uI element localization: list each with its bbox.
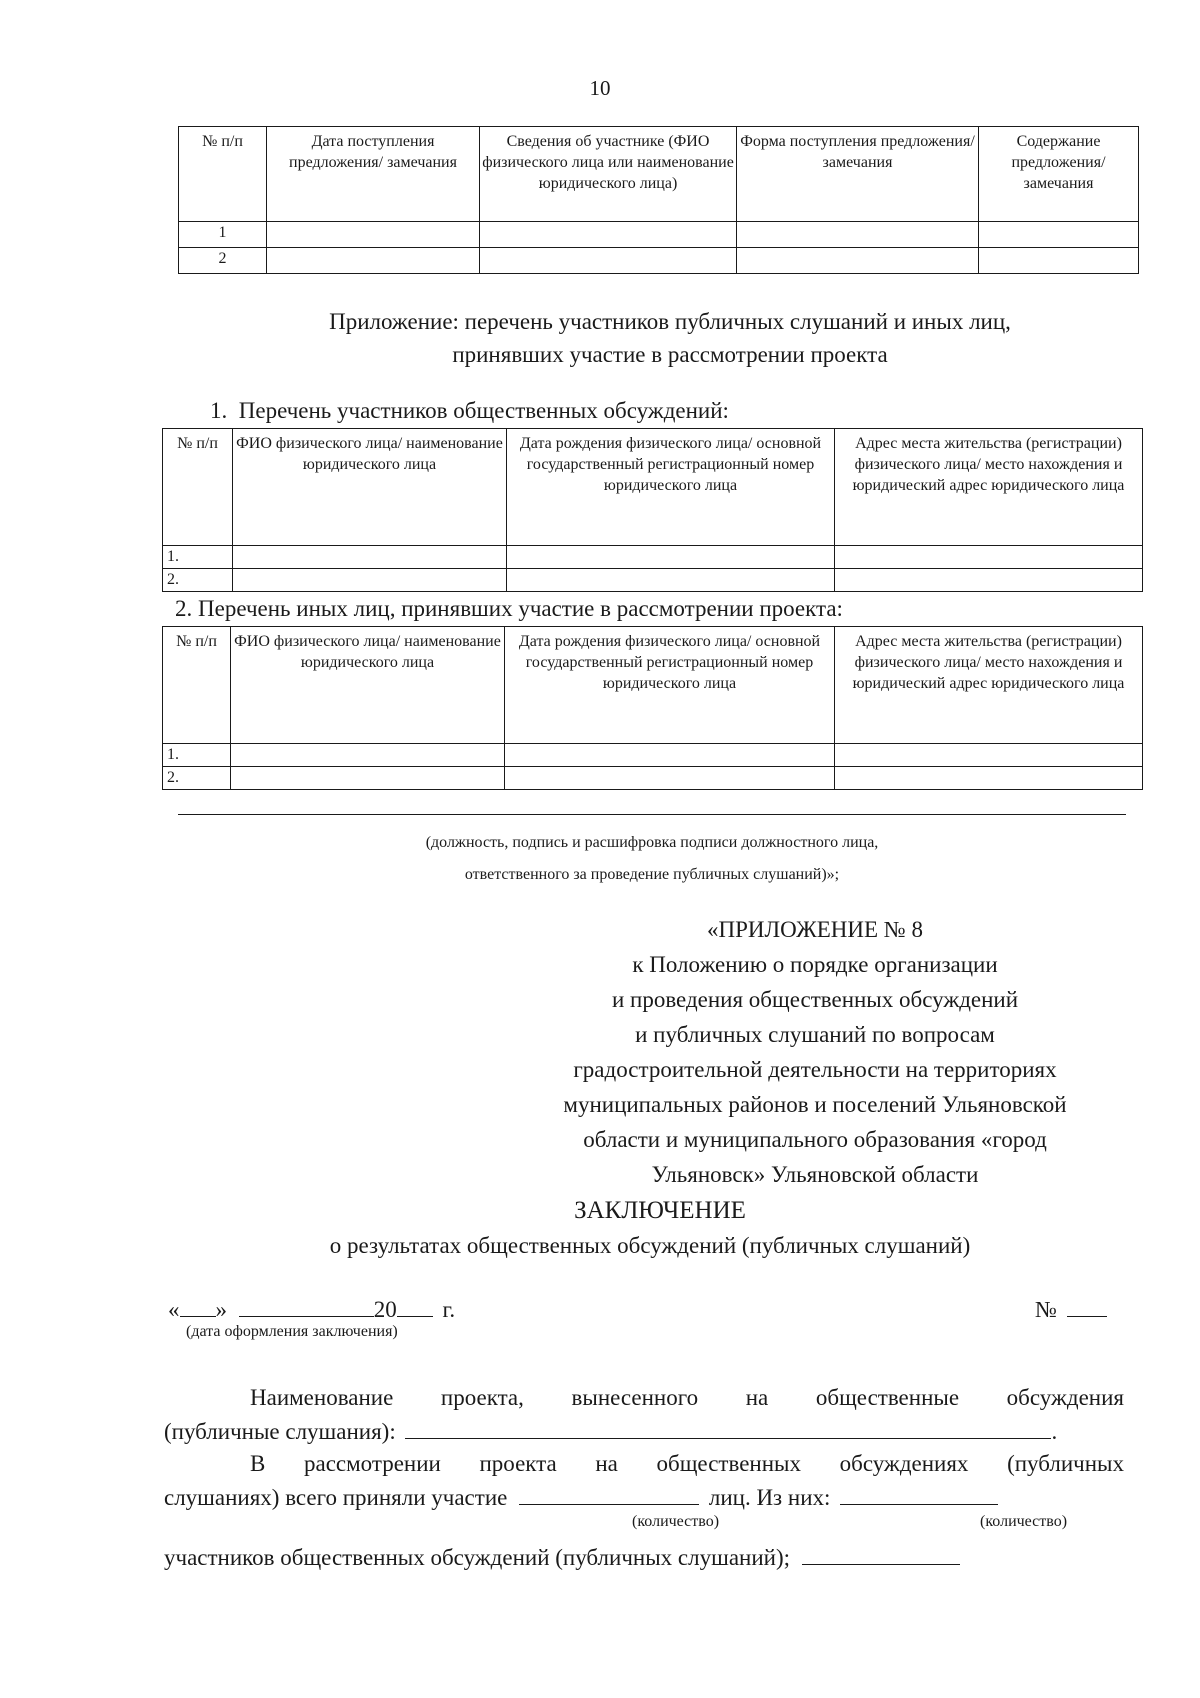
row-number: 1. [163,744,231,767]
table-cell [233,546,507,569]
body-p1-line1: Наименование проекта, вынесенного на общественные обсуждения [250,1385,1124,1410]
appendix-title-line: Приложение: перечень участников публичных слушаний и иных лиц, [329,309,1011,334]
row-number: 2. [163,767,231,790]
header-cell: ФИО физического лица/ наименование юридического лица [233,429,507,546]
others-count-blank[interactable] [802,1540,960,1565]
participants-table-1 [162,428,1143,592]
number-label: № [1035,1297,1057,1322]
header-cell: Дата рождения физического лица/ основной государственный регистрационный номер юридического лица [507,429,835,546]
header-cell: Содержание предложения/ замечания [979,127,1139,222]
date-line [168,1292,455,1323]
body-p1-label: (публичные слушания): [164,1419,396,1444]
year-suffix: г. [442,1297,456,1322]
body-p2-line2 [164,1480,998,1514]
header-cell: № п/п [163,627,231,744]
qty-caption-2: (количество) [980,1513,1068,1530]
header-cell: Адрес места жительства (регистрации) физического лица/ место нахождения и юридический адрес юридического лица [835,627,1143,744]
header-cell: № п/п [179,127,267,222]
table-cell [267,248,480,274]
year-blank[interactable] [397,1292,433,1317]
year-prefix: 20 [373,1297,397,1322]
row-number: 2. [163,569,233,592]
table-cell [979,222,1139,248]
signature-caption [178,827,1126,891]
conclusion-title: ЗАКЛЮЧЕНИЕ [574,1197,746,1224]
participants-count-blank[interactable] [840,1480,998,1505]
table-cell [231,767,505,790]
table-cell [737,222,979,248]
date-quote-close: » [215,1297,227,1322]
proposals-table [178,126,1139,274]
header-cell: № п/п [163,429,233,546]
conclusion-subtitle: о результатах общественных обсуждений (публичных слушаний) [329,1233,971,1258]
header-cell: Дата рождения физического лица/ основной государственный регистрационный номер юридического лица [505,627,835,744]
signature-caption-line: (должность, подпись и расшифровка подписи должностного лица, [425,834,879,851]
table-cell [505,767,835,790]
appendix8-line: и публичных слушаний по вопросам [635,1022,995,1047]
day-blank[interactable] [180,1292,216,1317]
body-p2-label: слушаниях) всего приняли участие [164,1485,508,1510]
header-cell: Дата поступления предложения/ замечания [267,127,480,222]
table-cell [835,767,1143,790]
table-cell [505,744,835,767]
date-quote-open: « [168,1297,180,1322]
body-p3-label: участников общественных обсуждений (публичных слушаний); [164,1545,790,1570]
body-p2-mid: лиц. Из них: [708,1485,831,1510]
appendix8-line: и проведения общественных обсуждений [611,987,1019,1012]
table-cell [835,569,1143,592]
month-blank[interactable] [239,1292,374,1317]
table-cell [737,248,979,274]
table-cell [507,569,835,592]
table-cell [480,222,737,248]
number-blank[interactable] [1067,1292,1107,1317]
appendix8-block [495,912,1135,1192]
appendix8-line: Ульяновск» Ульяновской области [651,1162,979,1187]
body-p1-line2 [164,1414,1057,1448]
participants-table-2 [162,626,1143,790]
table-cell [979,248,1139,274]
header-cell: ФИО физического лица/ наименование юридического лица [231,627,505,744]
appendix8-line: к Положению о порядке организации [632,952,998,977]
number-field [1035,1292,1107,1323]
page-number: 10 [589,76,611,100]
table-cell [835,546,1143,569]
body-p1-end: . [1051,1419,1058,1444]
total-count-blank[interactable] [519,1480,699,1505]
table-cell [480,248,737,274]
appendix-title [180,305,1160,371]
body-p3-line [164,1540,960,1574]
signature-caption-line: ответственного за проведение публичных слушаний)»; [464,866,840,883]
date-caption: (дата оформления заключения) [186,1323,398,1340]
appendix8-line: области и муниципального образования «город [583,1127,1047,1152]
list1-title: 1. Перечень участников общественных обсуждений: [210,398,729,423]
list2-title: 2. Перечень иных лиц, принявших участие в рассмотрении проекта: [175,596,843,621]
row-number: 2 [179,248,267,274]
table-cell [507,546,835,569]
row-number: 1 [179,222,267,248]
table-cell [231,744,505,767]
header-cell: Сведения об участнике (ФИО физического лица или наименование юридического лица) [480,127,737,222]
appendix8-title: «ПРИЛОЖЕНИЕ № 8 [706,917,924,942]
header-cell: Форма поступления предложения/ замечания [737,127,979,222]
table-cell [267,222,480,248]
table-cell [233,569,507,592]
header-cell: Адрес места жительства (регистрации) физического лица/ место нахождения и юридический адрес юридического лица [835,429,1143,546]
signature-line [178,814,1126,815]
project-name-blank[interactable] [405,1414,1051,1439]
table-cell [835,744,1143,767]
row-number: 1. [163,546,233,569]
body-p2-line1: В рассмотрении проекта на общественных обсуждениях (публичных [250,1451,1124,1476]
appendix-title-line: принявших участие в рассмотрении проекта [452,342,888,367]
appendix8-line: муниципальных районов и поселений Ульяновской [563,1092,1067,1117]
qty-caption-1: (количество) [632,1513,720,1530]
appendix8-line: градостроительной деятельности на территориях [573,1057,1057,1082]
